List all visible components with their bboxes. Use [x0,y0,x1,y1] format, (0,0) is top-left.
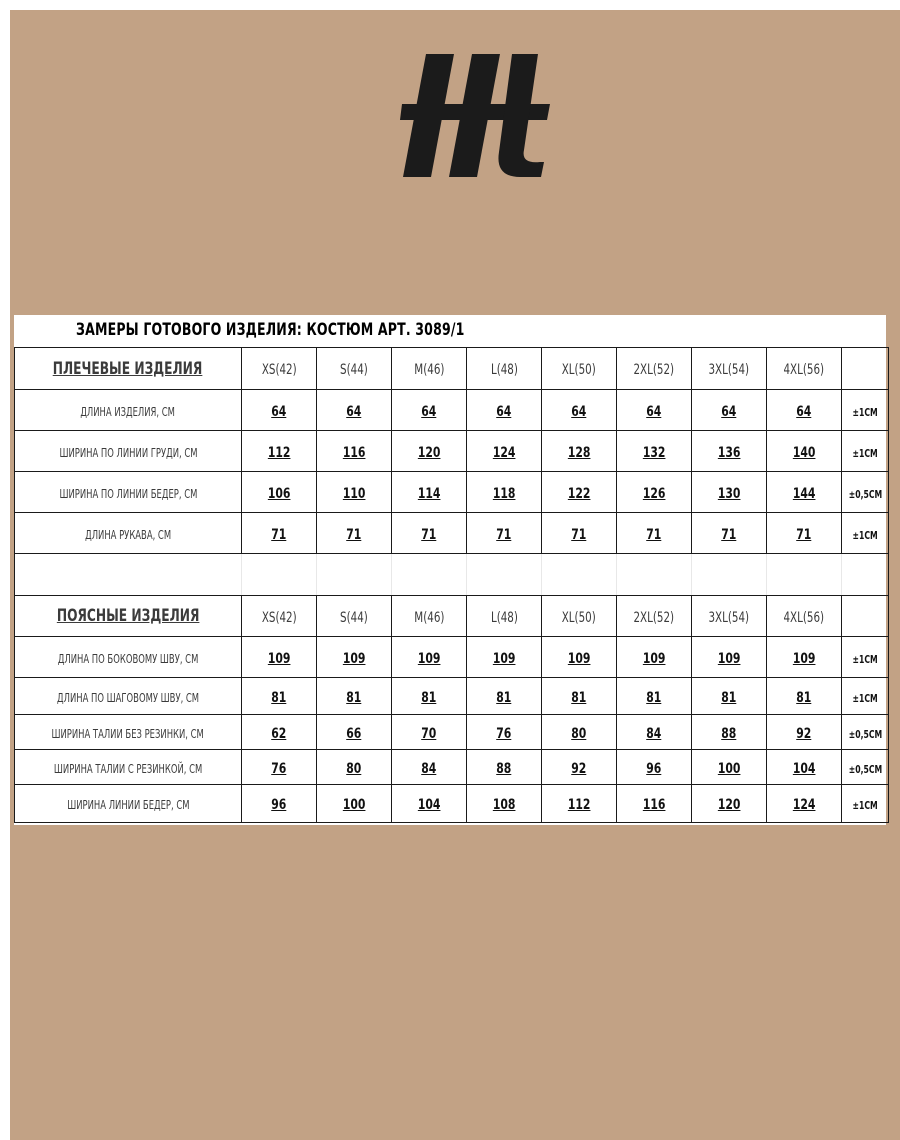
measurement-value: 126 [642,485,666,502]
value-cell [467,390,542,431]
table-row [15,750,889,785]
value-cell [542,678,617,715]
tolerance-header-cell [842,348,889,390]
measurement-value: 109 [642,650,666,667]
value-cell [767,431,842,472]
size-label: XL(50) [561,609,597,626]
value-cell [542,785,617,823]
value-cell [692,390,767,431]
measurement-label-cell [15,678,242,715]
section-title: ПОЯСНЫЕ ИЗДЕЛИЯ [56,606,200,626]
value-cell [467,785,542,823]
measurement-label: ШИРИНА ЛИНИИ БЕДЕР, СМ [66,798,190,812]
measurement-label: ДЛИНА ИЗДЕЛИЯ, СМ [80,404,176,419]
measurement-value: 109 [567,650,591,667]
size-header-cell [617,596,692,637]
value-cell [767,750,842,785]
value-cell [542,431,617,472]
measurement-value: 66 [346,725,362,742]
size-label: 2XL(52) [633,362,675,378]
value-cell [692,715,767,750]
measurement-label: ДЛИНА ПО БОКОВОМУ ШВУ, СМ [57,651,199,666]
size-label: L(48) [490,362,518,378]
value-cell [467,750,542,785]
value-cell [392,390,467,431]
value-cell [317,390,392,431]
measurement-value: 76 [496,725,512,742]
measurement-value: 132 [642,444,666,461]
measurement-value: 109 [417,650,441,667]
measurement-value: 136 [717,444,741,461]
measurement-value: 109 [792,650,816,667]
tolerance-cell [842,390,889,431]
section-title-cell [15,348,242,390]
measurement-value: 96 [646,760,662,777]
value-cell [617,390,692,431]
measurement-label-cell [15,637,242,678]
value-cell [242,715,317,750]
value-cell [317,678,392,715]
value-cell [692,513,767,554]
size-header-cell [692,596,767,637]
value-cell [767,715,842,750]
value-cell [242,472,317,513]
measurement-value: 114 [417,485,441,502]
value-cell [692,750,767,785]
value-cell [392,472,467,513]
value-cell [317,715,392,750]
table-row [15,678,889,715]
size-header-cell [692,348,767,390]
measurement-label: ШИРИНА ПО ЛИНИИ БЕДЕР, СМ [59,486,197,501]
spacer-cell [692,554,767,596]
value-cell [242,750,317,785]
measurement-value: 64 [271,403,287,420]
measurement-value: 71 [346,526,362,543]
measurement-value: 71 [271,526,287,543]
section-title-cell [15,596,242,637]
measurement-value: 92 [796,725,812,742]
measurement-value: 116 [642,797,666,813]
tolerance-cell [842,785,889,823]
size-header-cell [542,596,617,637]
measurement-value: 124 [492,444,516,461]
spacer-cell [542,554,617,596]
size-label: S(44) [340,362,368,378]
size-header-cell [317,348,392,390]
value-cell [542,390,617,431]
measurement-label-cell [15,715,242,750]
measurement-value: 81 [796,689,812,706]
table-row [15,431,889,472]
brand-logo [400,54,550,184]
value-cell [392,513,467,554]
value-cell [392,750,467,785]
measurement-value: 81 [346,689,362,706]
value-cell [617,785,692,823]
value-cell [317,750,392,785]
table-row [15,390,889,431]
measurement-value: 110 [342,485,366,502]
measurement-label: ДЛИНА РУКАВА, СМ [85,527,171,542]
tolerance-value: ±1СМ [852,691,878,705]
size-label: 3XL(54) [708,362,750,378]
measurement-label: ШИРИНА ТАЛИИ С РЕЗИНКОЙ, СМ [53,761,203,776]
measurement-value: 96 [271,797,287,813]
measurement-value: 76 [271,760,287,777]
measurement-value: 104 [417,797,441,813]
section-header-row [15,596,889,637]
value-cell [392,431,467,472]
measurement-value: 80 [346,760,362,777]
value-cell [767,678,842,715]
tolerance-cell [842,637,889,678]
measurement-value: 108 [492,797,516,813]
measurement-label-cell [15,513,242,554]
section-header-row [15,348,889,390]
measurement-value: 100 [342,797,366,813]
measurement-value: 64 [646,403,662,420]
tolerance-value: ±0,5СМ [848,487,882,501]
value-cell [692,431,767,472]
value-cell [617,750,692,785]
value-cell [692,678,767,715]
tolerance-value: ±1СМ [852,528,878,542]
tolerance-value: ±1СМ [852,652,878,666]
value-cell [242,513,317,554]
tolerance-value: ±0,5СМ [848,727,882,741]
value-cell [242,431,317,472]
size-label: 2XL(52) [633,609,675,626]
measurement-value: 81 [496,689,512,706]
size-header-cell [317,596,392,637]
size-header-cell [242,596,317,637]
measurement-value: 84 [646,725,662,742]
measurement-value: 120 [717,797,741,813]
size-label: XS(42) [261,362,297,378]
measurement-value: 106 [267,485,291,502]
measurement-value: 109 [342,650,366,667]
measurement-value: 109 [267,650,291,667]
measurement-value: 64 [346,403,362,420]
tolerance-cell [842,678,889,715]
measurement-value: 84 [421,760,437,777]
tolerance-cell [842,431,889,472]
measurement-value: 71 [721,526,737,543]
size-table [14,347,889,823]
measurement-value: 130 [717,485,741,502]
measurement-value: 64 [721,403,737,420]
measurement-value: 128 [567,444,591,461]
spacer-cell [242,554,317,596]
spacer-cell [842,554,889,596]
value-cell [542,513,617,554]
size-label: S(44) [340,609,368,626]
size-header-cell [242,348,317,390]
spacer-cell [317,554,392,596]
measurement-value: 70 [421,725,437,742]
value-cell [542,750,617,785]
measurement-label-cell [15,785,242,823]
measurement-label: ШИРИНА ТАЛИИ БЕЗ РЕЗИНКИ, СМ [51,726,205,741]
size-label: 4XL(56) [783,362,825,378]
measurement-value: 64 [796,403,812,420]
size-header-cell [467,348,542,390]
measurement-value: 64 [496,403,512,420]
measurement-value: 144 [792,485,816,502]
measurement-value: 118 [492,485,516,502]
value-cell [242,678,317,715]
value-cell [467,472,542,513]
size-header-cell [767,348,842,390]
spacer-cell [767,554,842,596]
value-cell [242,785,317,823]
value-cell [617,715,692,750]
spacer-cell [392,554,467,596]
size-label: 4XL(56) [783,609,825,626]
section-title: ПЛЕЧЕВЫЕ ИЗДЕЛИЯ [53,358,203,379]
value-cell [467,431,542,472]
measurement-value: 104 [792,760,816,777]
measurement-label: ШИРИНА ПО ЛИНИИ ГРУДИ, СМ [58,445,198,460]
size-header-cell [767,596,842,637]
spacer-cell [15,554,242,596]
measurement-value: 88 [721,725,737,742]
measurement-value: 116 [342,444,366,461]
value-cell [767,472,842,513]
tolerance-value: ±1СМ [852,405,878,419]
value-cell [617,472,692,513]
tolerance-cell [842,472,889,513]
table-row [15,715,889,750]
spacer-cell [467,554,542,596]
measurement-value: 81 [721,689,737,706]
value-cell [392,637,467,678]
size-label: XS(42) [261,609,297,626]
value-cell [467,637,542,678]
value-cell [692,472,767,513]
measurement-label-cell [15,472,242,513]
measurement-value: 80 [571,725,587,742]
size-label: 3XL(54) [708,609,750,626]
measurement-value: 81 [571,689,587,706]
measurement-label-cell [15,431,242,472]
table-row [15,637,889,678]
value-cell [317,513,392,554]
value-cell [242,390,317,431]
measurement-value: 120 [417,444,441,461]
value-cell [392,678,467,715]
tolerance-cell [842,750,889,785]
value-cell [392,715,467,750]
measurement-value: 109 [492,650,516,667]
value-cell [317,785,392,823]
measurement-value: 112 [567,797,591,813]
measurement-value: 88 [496,760,512,777]
value-cell [767,785,842,823]
value-cell [767,637,842,678]
measurement-value: 92 [571,760,587,777]
value-cell [692,785,767,823]
value-cell [617,678,692,715]
value-cell [617,637,692,678]
size-header-cell [392,348,467,390]
value-cell [542,715,617,750]
measurement-value: 71 [421,526,437,543]
value-cell [542,472,617,513]
size-header-cell [617,348,692,390]
measurement-value: 71 [796,526,812,543]
value-cell [317,637,392,678]
value-cell [692,637,767,678]
value-cell [767,513,842,554]
size-header-cell [392,596,467,637]
measurement-value: 109 [717,650,741,667]
measurement-value: 140 [792,444,816,461]
value-cell [617,513,692,554]
tolerance-header-cell [842,596,889,637]
value-cell [542,637,617,678]
tolerance-value: ±1СМ [852,799,878,812]
measurement-value: 81 [646,689,662,706]
value-cell [617,431,692,472]
value-cell [317,472,392,513]
size-label: XL(50) [561,362,597,378]
size-label: M(46) [413,362,445,378]
measurement-value: 81 [421,689,437,706]
tolerance-value: ±1СМ [852,446,878,460]
tolerance-value: ±0,5СМ [848,762,882,776]
value-cell [317,431,392,472]
measurement-value: 64 [571,403,587,420]
measurement-label-cell [15,750,242,785]
measurement-value: 112 [267,444,291,461]
value-cell [242,637,317,678]
measurement-value: 62 [271,725,287,742]
spacer-cell [617,554,692,596]
measurement-label-cell [15,390,242,431]
chart-title: ЗАМЕРЫ ГОТОВОГО ИЗДЕЛИЯ: КОСТЮМ АРТ. 3089/1 [76,320,465,340]
value-cell [467,678,542,715]
spacer-row [15,554,889,596]
size-header-cell [467,596,542,637]
size-label: M(46) [413,609,445,626]
measurement-label: ДЛИНА ПО ШАГОВОМУ ШВУ, СМ [56,690,200,705]
tolerance-cell [842,715,889,750]
value-cell [392,785,467,823]
measurement-value: 71 [646,526,662,543]
measurement-value: 100 [717,760,741,777]
measurement-value: 122 [567,485,591,502]
size-label: L(48) [490,609,518,626]
size-header-cell [542,348,617,390]
table-row [15,513,889,554]
table-row [15,785,889,823]
table-row [15,472,889,513]
size-chart-sheet [14,315,886,825]
value-cell [467,513,542,554]
measurement-value: 124 [792,797,816,813]
value-cell [767,390,842,431]
measurement-value: 71 [496,526,512,543]
tolerance-cell [842,513,889,554]
measurement-value: 64 [421,403,437,420]
measurement-value: 71 [571,526,587,543]
measurement-value: 81 [271,689,287,706]
ht-logo-icon [400,54,550,184]
value-cell [467,715,542,750]
